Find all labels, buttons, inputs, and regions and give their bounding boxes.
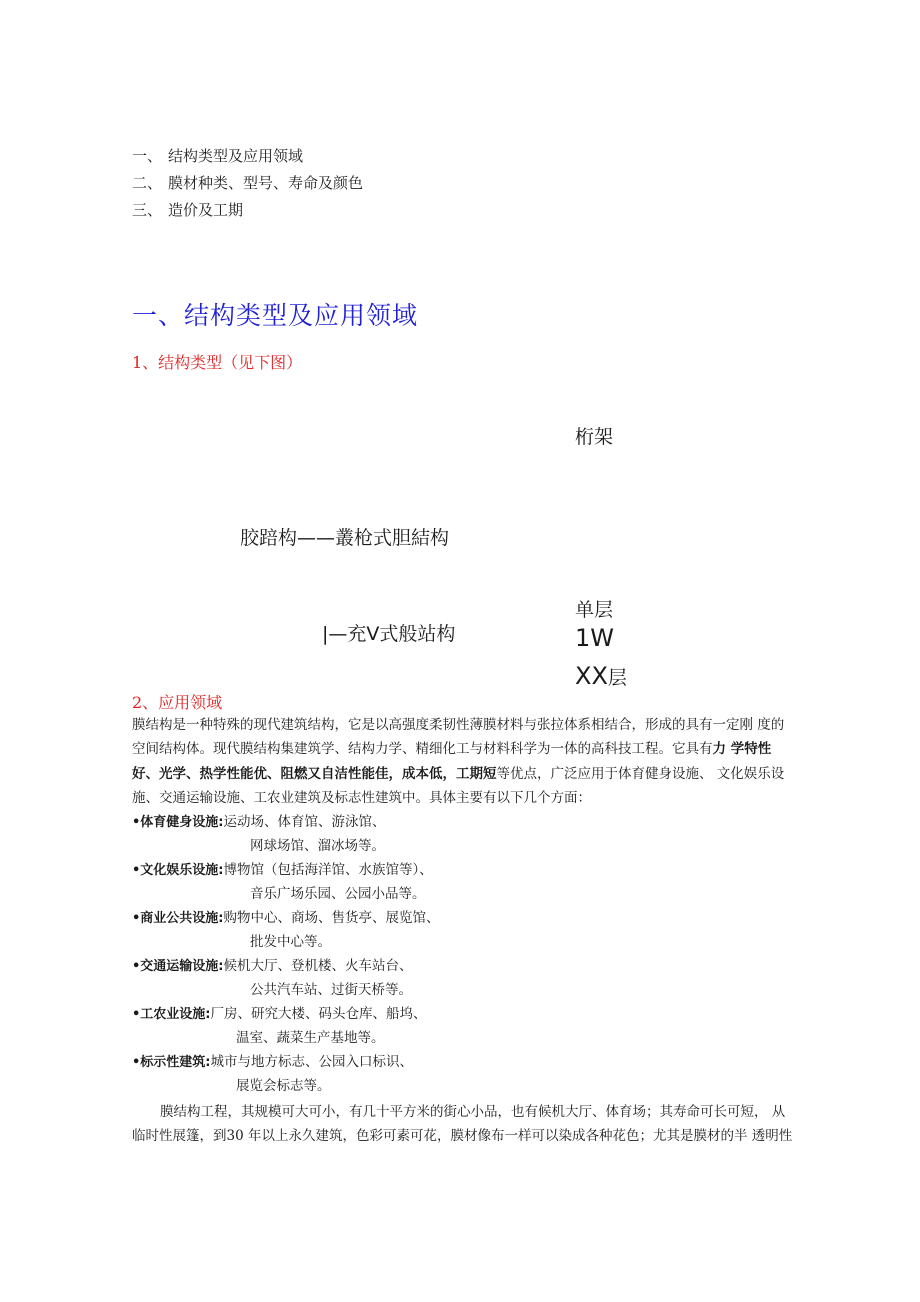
list-item-text: 厂房、研究大楼、码头仓库、船坞、 xyxy=(210,1006,427,1022)
paragraph-line xyxy=(132,762,784,786)
paragraph-text: 空间结构体。现代膜结构集建筑学、结构力学、精细化工与材料科学为一体的高科技工程。它具有 xyxy=(132,741,713,757)
list-item-label: •体育健身设施: xyxy=(132,815,224,830)
list-item-label: •标示性建筑: xyxy=(132,1055,211,1070)
list-item xyxy=(132,906,440,931)
paragraph-line: 膜结构是一种特殊的现代建筑结构，它是以高强度柔韧性薄膜材料与张拉体系相结合，形成的具有一定刚 度的 xyxy=(132,717,785,733)
list-item-label: •文化娱乐设施: xyxy=(132,863,224,878)
diagram-label-main: 胶踣构——叢枪式胆結构 xyxy=(240,527,450,549)
list-item-text: 运动场、体育馆、游泳馆、 xyxy=(223,814,386,830)
list-item-continuation: 网球场馆、溜冰场等。 xyxy=(250,838,385,854)
toc-number: 一、 xyxy=(132,147,163,165)
diagram-label-branch: |—充V式般站构 xyxy=(322,623,456,645)
list-item xyxy=(132,810,386,835)
list-item xyxy=(132,858,433,883)
toc-text: 结构类型及应用领域 xyxy=(168,147,304,165)
list-item xyxy=(132,1002,427,1027)
toc-number: 二、 xyxy=(132,174,163,192)
paragraph-line: 临时性展篷，到30 年以上永久建筑，色彩可素可花，膜材像布一样可以染成各种花色；尤其是膜材的半 透明性 xyxy=(132,1128,793,1144)
toc-item[interactable] xyxy=(132,199,243,220)
list-item-continuation: 批发中心等。 xyxy=(250,934,331,950)
toc-number: 三、 xyxy=(132,201,163,219)
list-item xyxy=(132,954,413,979)
diagram-label-multi-suffix: 层 xyxy=(607,667,627,689)
paragraph-line xyxy=(132,737,771,761)
section-heading: 一、结构类型及应用领域 xyxy=(132,301,419,330)
paragraph-bold: 好、光学、热学性能优、阻燃又自洁性能佳，成本低，工期短 xyxy=(132,766,497,782)
paragraph-text: 等优点，广泛应用于体育健身设施、 文化娱乐设 xyxy=(496,766,785,782)
list-item-continuation: 温室、蔬菜生产基地等。 xyxy=(236,1030,385,1046)
list-item-label: •交通运输设施: xyxy=(132,959,224,974)
diagram-label-single-layer: 单层 xyxy=(575,599,614,621)
list-item-continuation: 展览会标志等。 xyxy=(236,1078,331,1094)
toc-text: 造价及工期 xyxy=(168,201,244,219)
diagram-label-multi xyxy=(575,662,627,690)
list-item-continuation: 音乐广场乐园、公园小品等。 xyxy=(250,886,426,902)
toc-item[interactable] xyxy=(132,145,303,166)
list-item-continuation: 公共汽车站、过街天桥等。 xyxy=(250,982,412,998)
paragraph-line: 施、交通运输设施、工农业建筑及标志性建筑中。具体主要有以下几个方面： xyxy=(132,790,591,806)
toc-item[interactable] xyxy=(132,172,363,193)
paragraph-line: 膜结构工程，其规模可大可小，有几十平方米的街心小品，也有候机大厅、体育场；其寿命可长可短， 从 xyxy=(160,1104,786,1120)
paragraph-bold: 力 学特性 xyxy=(712,741,772,757)
list-item-text: 博物馆（包括海洋馆、水族馆等）、 xyxy=(223,862,433,878)
subsection-heading: 1、结构类型（见下图） xyxy=(132,353,303,372)
list-item-text: 购物中心、商场、售货亭、展览馆、 xyxy=(223,910,440,926)
list-item-label: •商业公共设施: xyxy=(132,911,224,926)
subsection-heading: 2、应用领域 xyxy=(132,693,223,712)
diagram-label-double: 1W xyxy=(575,624,614,652)
list-item-text: 城市与地方标志、公园入口标识、 xyxy=(210,1054,414,1070)
toc-text: 膜材种类、型号、寿命及颜色 xyxy=(168,174,364,192)
list-item-label: •工农业设施: xyxy=(132,1007,211,1022)
list-item xyxy=(132,1050,413,1075)
diagram-label-truss: 桁架 xyxy=(575,426,614,448)
list-item-text: 候机大厅、登机楼、火车站台、 xyxy=(223,958,413,974)
diagram-label-multi-prefix: XX xyxy=(575,662,608,690)
